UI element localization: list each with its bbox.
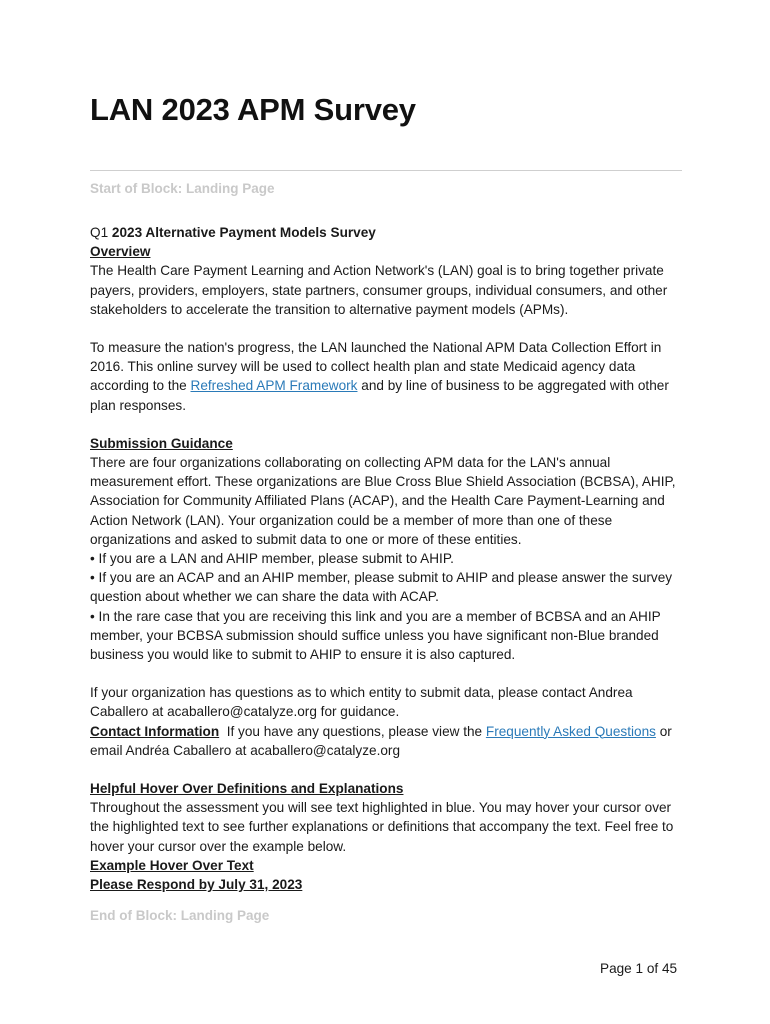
- overview-paragraph-2-text-b: and by line of business to be aggregated with other plan responses.: [90, 378, 669, 413]
- page-number: Page 1 of 45: [600, 961, 678, 976]
- overview-paragraph-2: [90, 338, 690, 415]
- submission-guidance-intro: There are four organizations collaborating on collecting APM data for the LAN's annual measurement effort. These organizations are Blue Cross Blue Shield Association (BCBSA), AHIP, Association for Community Affiliated Plans (ACAP), and the Health Care Payment-Learning and Action Network (LAN). Your organization could be a member of more than one of these organizations and asked to submit data to one or more of these entities.: [90, 455, 676, 547]
- faq-link[interactable]: Frequently Asked Questions: [485, 723, 656, 739]
- contact-information-heading: Contact Information: [90, 723, 220, 739]
- entity-questions-text: If your organization has questions as to which entity to submit data, please contact Andrea Caballero at acaballero@catalyze.org for guidance.: [90, 685, 633, 720]
- submission-guidance-heading: Submission Guidance: [90, 435, 233, 451]
- title-divider: [90, 170, 682, 171]
- start-of-block-label: Start of Block: Landing Page: [90, 181, 275, 196]
- submission-bullet-1: • If you are a LAN and AHIP member, please submit to AHIP.: [90, 551, 454, 567]
- end-of-block-label: End of Block: Landing Page: [90, 908, 270, 923]
- contact-text-b: or email Andréa Caballero at acaballero@catalyze.org: [90, 723, 672, 758]
- contact-text-a: If you have any questions, please view the: [219, 723, 486, 739]
- question-number: Q1: [90, 225, 109, 240]
- question-header: [90, 223, 690, 242]
- response-deadline: Please Respond by July 31, 2023: [90, 877, 303, 893]
- spacer: [90, 760, 690, 779]
- overview-paragraph-2-text-a: To measure the nation's progress, the LAN launched the National APM Data Collection Effort in 2016. This online survey will be used to collect health plan and state Medicaid agency data according to the: [90, 340, 662, 394]
- spacer: [90, 319, 690, 338]
- spacer: [90, 415, 690, 434]
- spacer: [90, 664, 690, 683]
- document-title: LAN 2023 APM Survey: [90, 92, 416, 127]
- example-hover-text[interactable]: Example Hover Over Text: [90, 857, 254, 873]
- contact-information-paragraph: [90, 722, 690, 760]
- question-title: 2023 Alternative Payment Models Survey: [111, 225, 376, 240]
- submission-bullet-3: • In the rare case that you are receiving this link and you are a member of BCBSA and an AHIP member, your BCBSA submission should suffice unless you have significant non-Blue branded business you would like to submit to AHIP to ensure it is also captured.: [90, 608, 661, 663]
- overview-heading: Overview: [90, 244, 151, 260]
- hover-definitions-text: Throughout the assessment you will see text highlighted in blue. You may hover your cursor over the highlighted text to see further explanations or definitions that accompany the text. Feel free to hover your cursor over the example below.: [90, 800, 674, 854]
- refreshed-apm-framework-link[interactable]: Refreshed APM Framework: [190, 378, 358, 394]
- overview-paragraph-1: The Health Care Payment Learning and Action Network's (LAN) goal is to bring together private payers, providers, employers, state partners, consumer groups, individual consumers, and other stakeholders to accelerate the transition to alternative payment models (APMs).: [90, 263, 668, 317]
- survey-content: [90, 223, 690, 894]
- submission-bullet-2: • If you are an ACAP and an AHIP member, please submit to AHIP and please answer the survey question about whether we can share the data with ACAP.: [90, 570, 673, 605]
- hover-definitions-heading: Helpful Hover Over Definitions and Explanations: [90, 781, 404, 797]
